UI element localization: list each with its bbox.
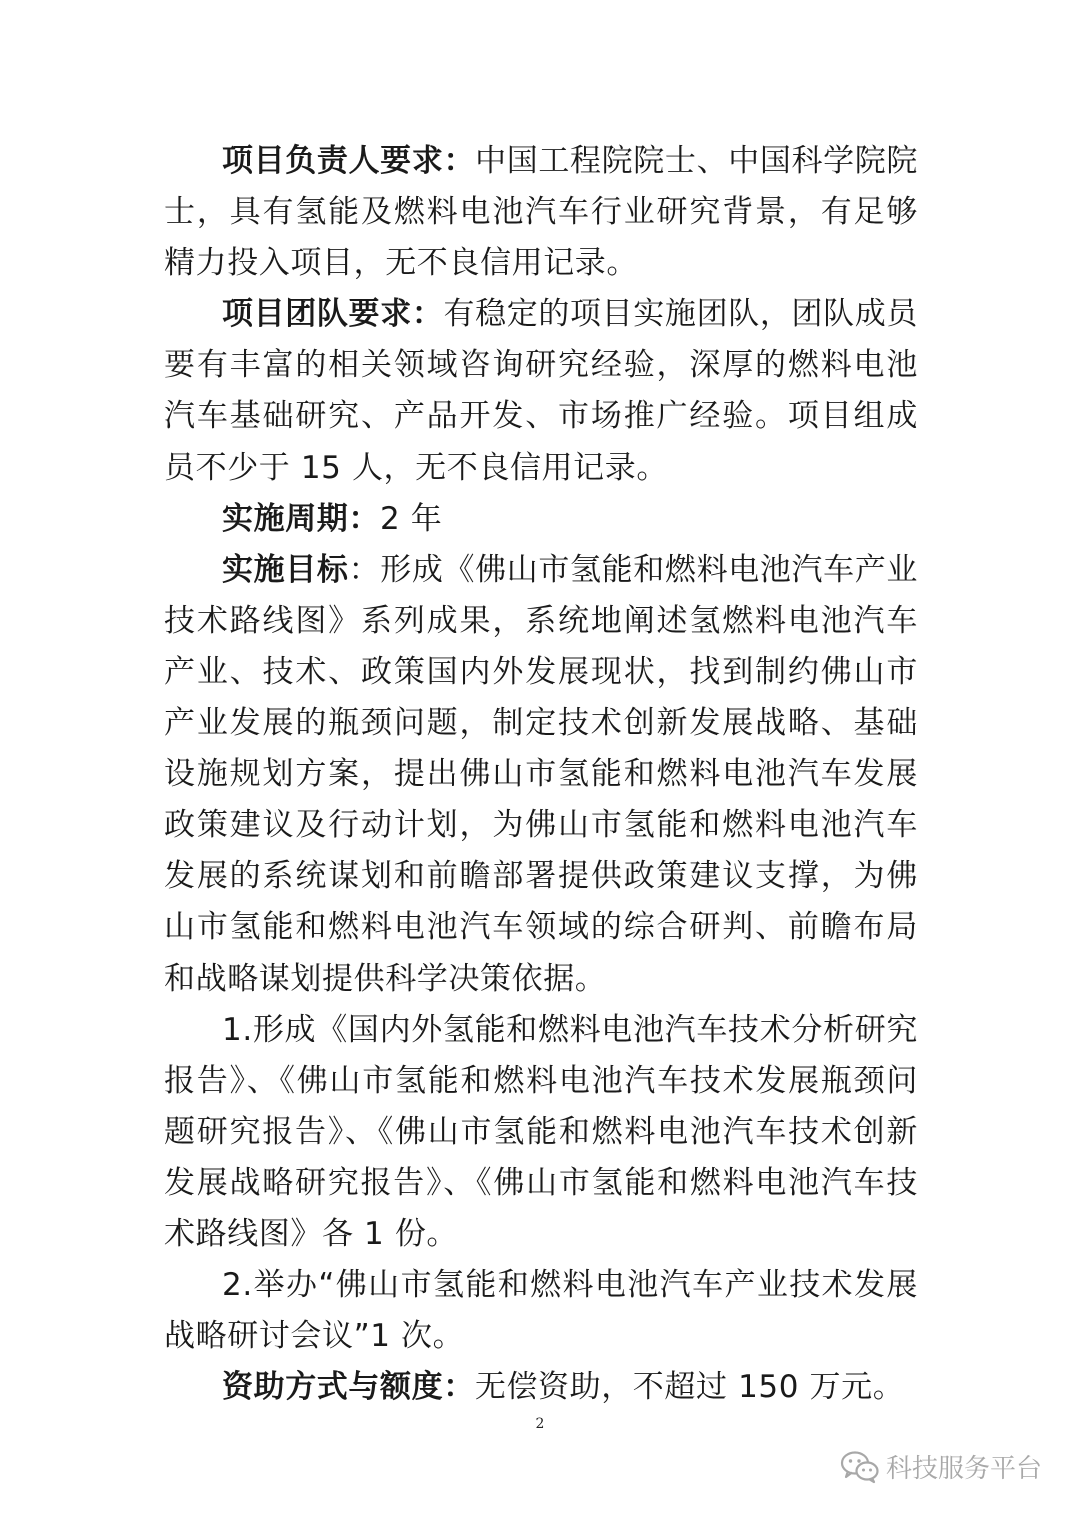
paragraph-period <box>164 494 918 545</box>
paragraph-text: ：形成《佛山市氢能和燃料电池汽车产业技术路线图》系列成果，系统地阐述氢燃料电池汽车产业、技术、政策国内外发展现状，找到制约佛山市产业发展的瓶颈问题，制定技术创新发展战略、基础设施规划方案，提出佛山市氢能和燃料电池汽车发展政策建议及行动计划，为佛山市氢能和燃料电池汽车发展的系统谋划和前瞻部署提供政策建议支撑，为佛山市氢能和燃料电池汽车领域的综合研判、前瞻布局和战略谋划提供科学决策依据。 <box>164 551 918 997</box>
paragraph-goal-item-1 <box>164 1005 918 1260</box>
wechat-icon <box>840 1450 880 1484</box>
paragraph-team-requirements <box>164 289 918 493</box>
paragraph-leader-requirements <box>164 136 918 289</box>
document-body <box>164 136 918 1413</box>
paragraph-goal-item-2 <box>164 1260 918 1362</box>
paragraph-label: 项目负责人要求： <box>222 143 476 179</box>
paragraph-label: 实施周期： <box>222 500 380 537</box>
paragraph-text: 2.举办“佛山市氢能和燃料电池汽车产业技术发展战略研讨会议”1 次。 <box>164 1267 918 1355</box>
paragraph-label: 项目团队要求： <box>222 296 444 333</box>
paragraph-label: 资助方式与额度： <box>222 1369 475 1406</box>
paragraph-goals <box>164 545 918 1005</box>
paragraph-text: 1.形成《国内外氢能和燃料电池汽车技术分析研究报告》、《佛山市氢能和燃料电池汽车技术发展瓶颈问题研究报告》、《佛山市氢能和燃料电池汽车技术创新发展战略研究报告》、《佛山市氢能和燃料电池汽车技术路线图》各 1 份。 <box>164 1011 918 1252</box>
paragraph-text: 中国工程院院士、中国科学院院士，具有氢能及燃料电池汽车行业研究背景，有足够精力投入项目，无不良信用记录。 <box>164 143 918 282</box>
paragraph-label: 实施目标 <box>222 551 349 588</box>
watermark <box>840 1448 1042 1485</box>
paragraph-text: 2 年 <box>380 500 443 537</box>
page-number: 2 <box>535 1416 545 1432</box>
paragraph-text: 有稳定的项目实施团队，团队成员要有丰富的相关领域咨询研究经验，深厚的燃料电池汽车基础研究、产品开发、市场推广经验。项目组成员不少于 15 人，无不良信用记录。 <box>164 296 918 486</box>
paragraph-funding <box>164 1362 918 1413</box>
watermark-text: 科技服务平台 <box>885 1454 1042 1484</box>
paragraph-text: 无偿资助，不超过 150 万元。 <box>474 1369 905 1406</box>
